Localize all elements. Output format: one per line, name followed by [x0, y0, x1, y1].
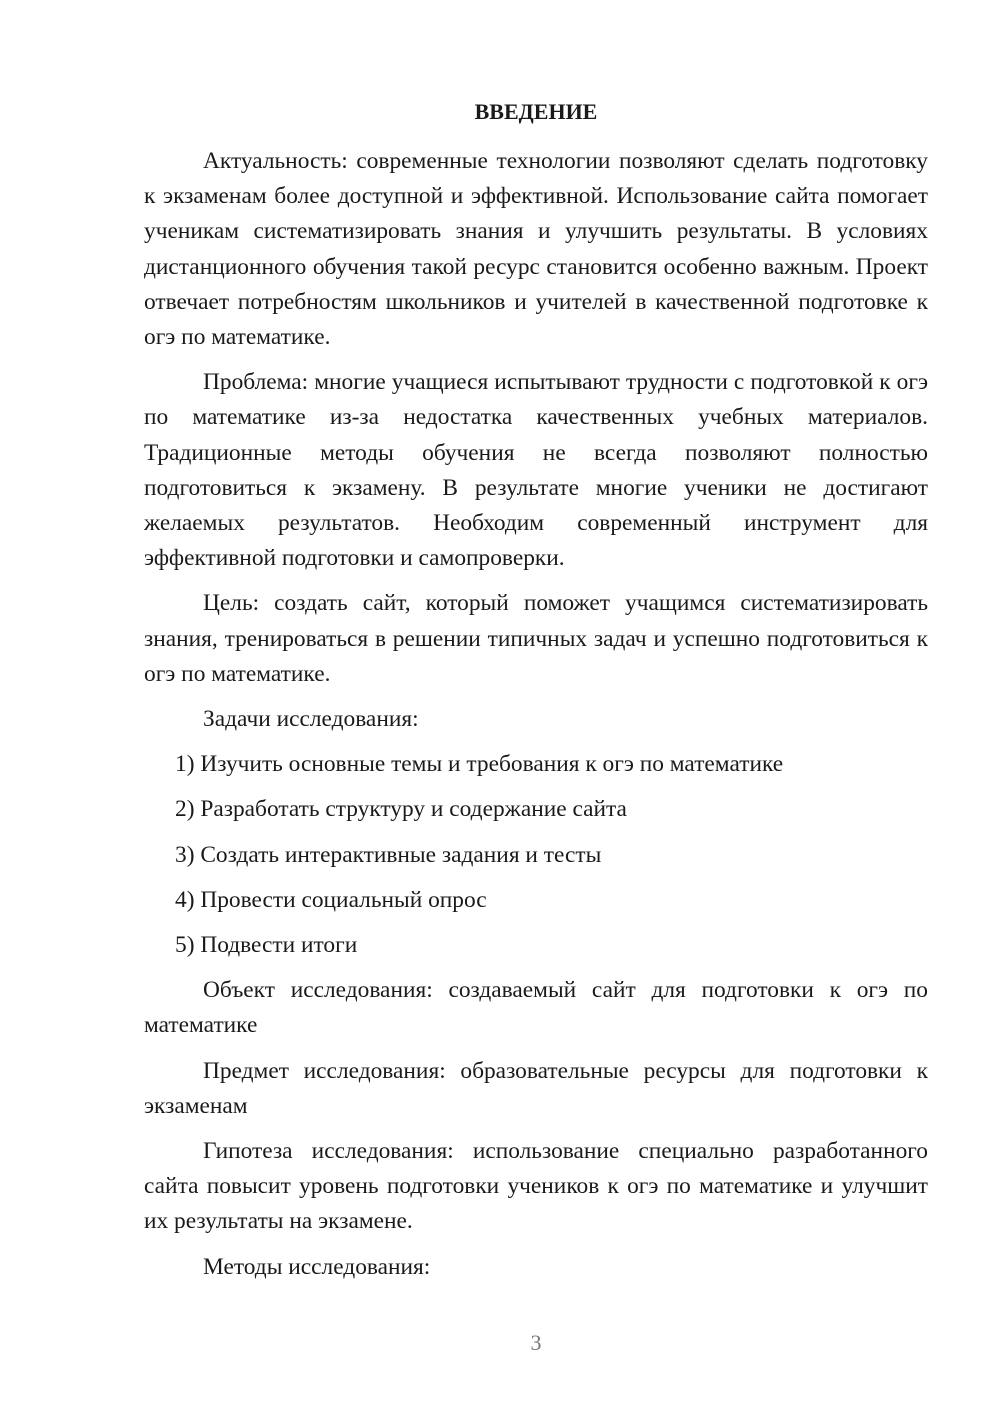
- page-number: 3: [530, 1330, 542, 1355]
- paragraph-goal: Цель: создать сайт, который поможет учащимся систематизировать знания, тренироваться в решении типичных задач и успешно подготовиться к огэ по математике.: [144, 590, 928, 687]
- paragraph-object: Объект исследования: создаваемый сайт для подготовки к огэ по математике: [144, 977, 928, 1039]
- list-item: 5) Подвести итоги: [175, 932, 358, 959]
- tasks-list: [144, 747, 928, 963]
- paragraph-problem: Проблема: многие учащиеся испытывают трудности с подготовкой к огэ по математике из-за недостатка качественных учебных материалов. Традиционные методы обучения не всегда позволяют полностью подготовиться к экзамену. В результате многие ученики не достигают желаемых результатов. Необходим современный инструмент для эффективной подготовки и самопроверки.: [144, 369, 928, 572]
- list-item: 1) Изучить основные темы и требования к огэ по математике: [175, 751, 784, 778]
- section-heading: ВВЕДЕНИЕ: [474, 99, 598, 124]
- paragraph-hypothesis: Гипотеза исследования: использование специально разработанного сайта повысит уровень подготовки учеников к огэ по математике и улучшит их результаты на экзамене.: [144, 1138, 928, 1235]
- tasks-title: Задачи исследования:: [203, 706, 419, 733]
- paragraph-relevance: Актуальность: современные технологии позволяют сделать подготовку к экзаменам более доступной и эффективной. Использование сайта помогает ученикам систематизировать знания и улучшить результаты. В условиях дистанционного обучения такой ресурс становится особенно важным. Проект отвечает потребностям школьников и учителей в качественной подготовке к огэ по математике.: [144, 148, 928, 351]
- list-item: 2) Разработать структуру и содержание сайта: [175, 796, 627, 823]
- list-item: 4) Провести социальный опрос: [175, 886, 487, 913]
- methods-title: Методы исследования:: [203, 1253, 431, 1280]
- page-content: [144, 94, 928, 1295]
- paragraph-subject: Предмет исследования: образовательные ресурсы для подготовки к экзаменам: [144, 1057, 928, 1119]
- list-item: 3) Создать интерактивные задания и тесты: [175, 841, 602, 868]
